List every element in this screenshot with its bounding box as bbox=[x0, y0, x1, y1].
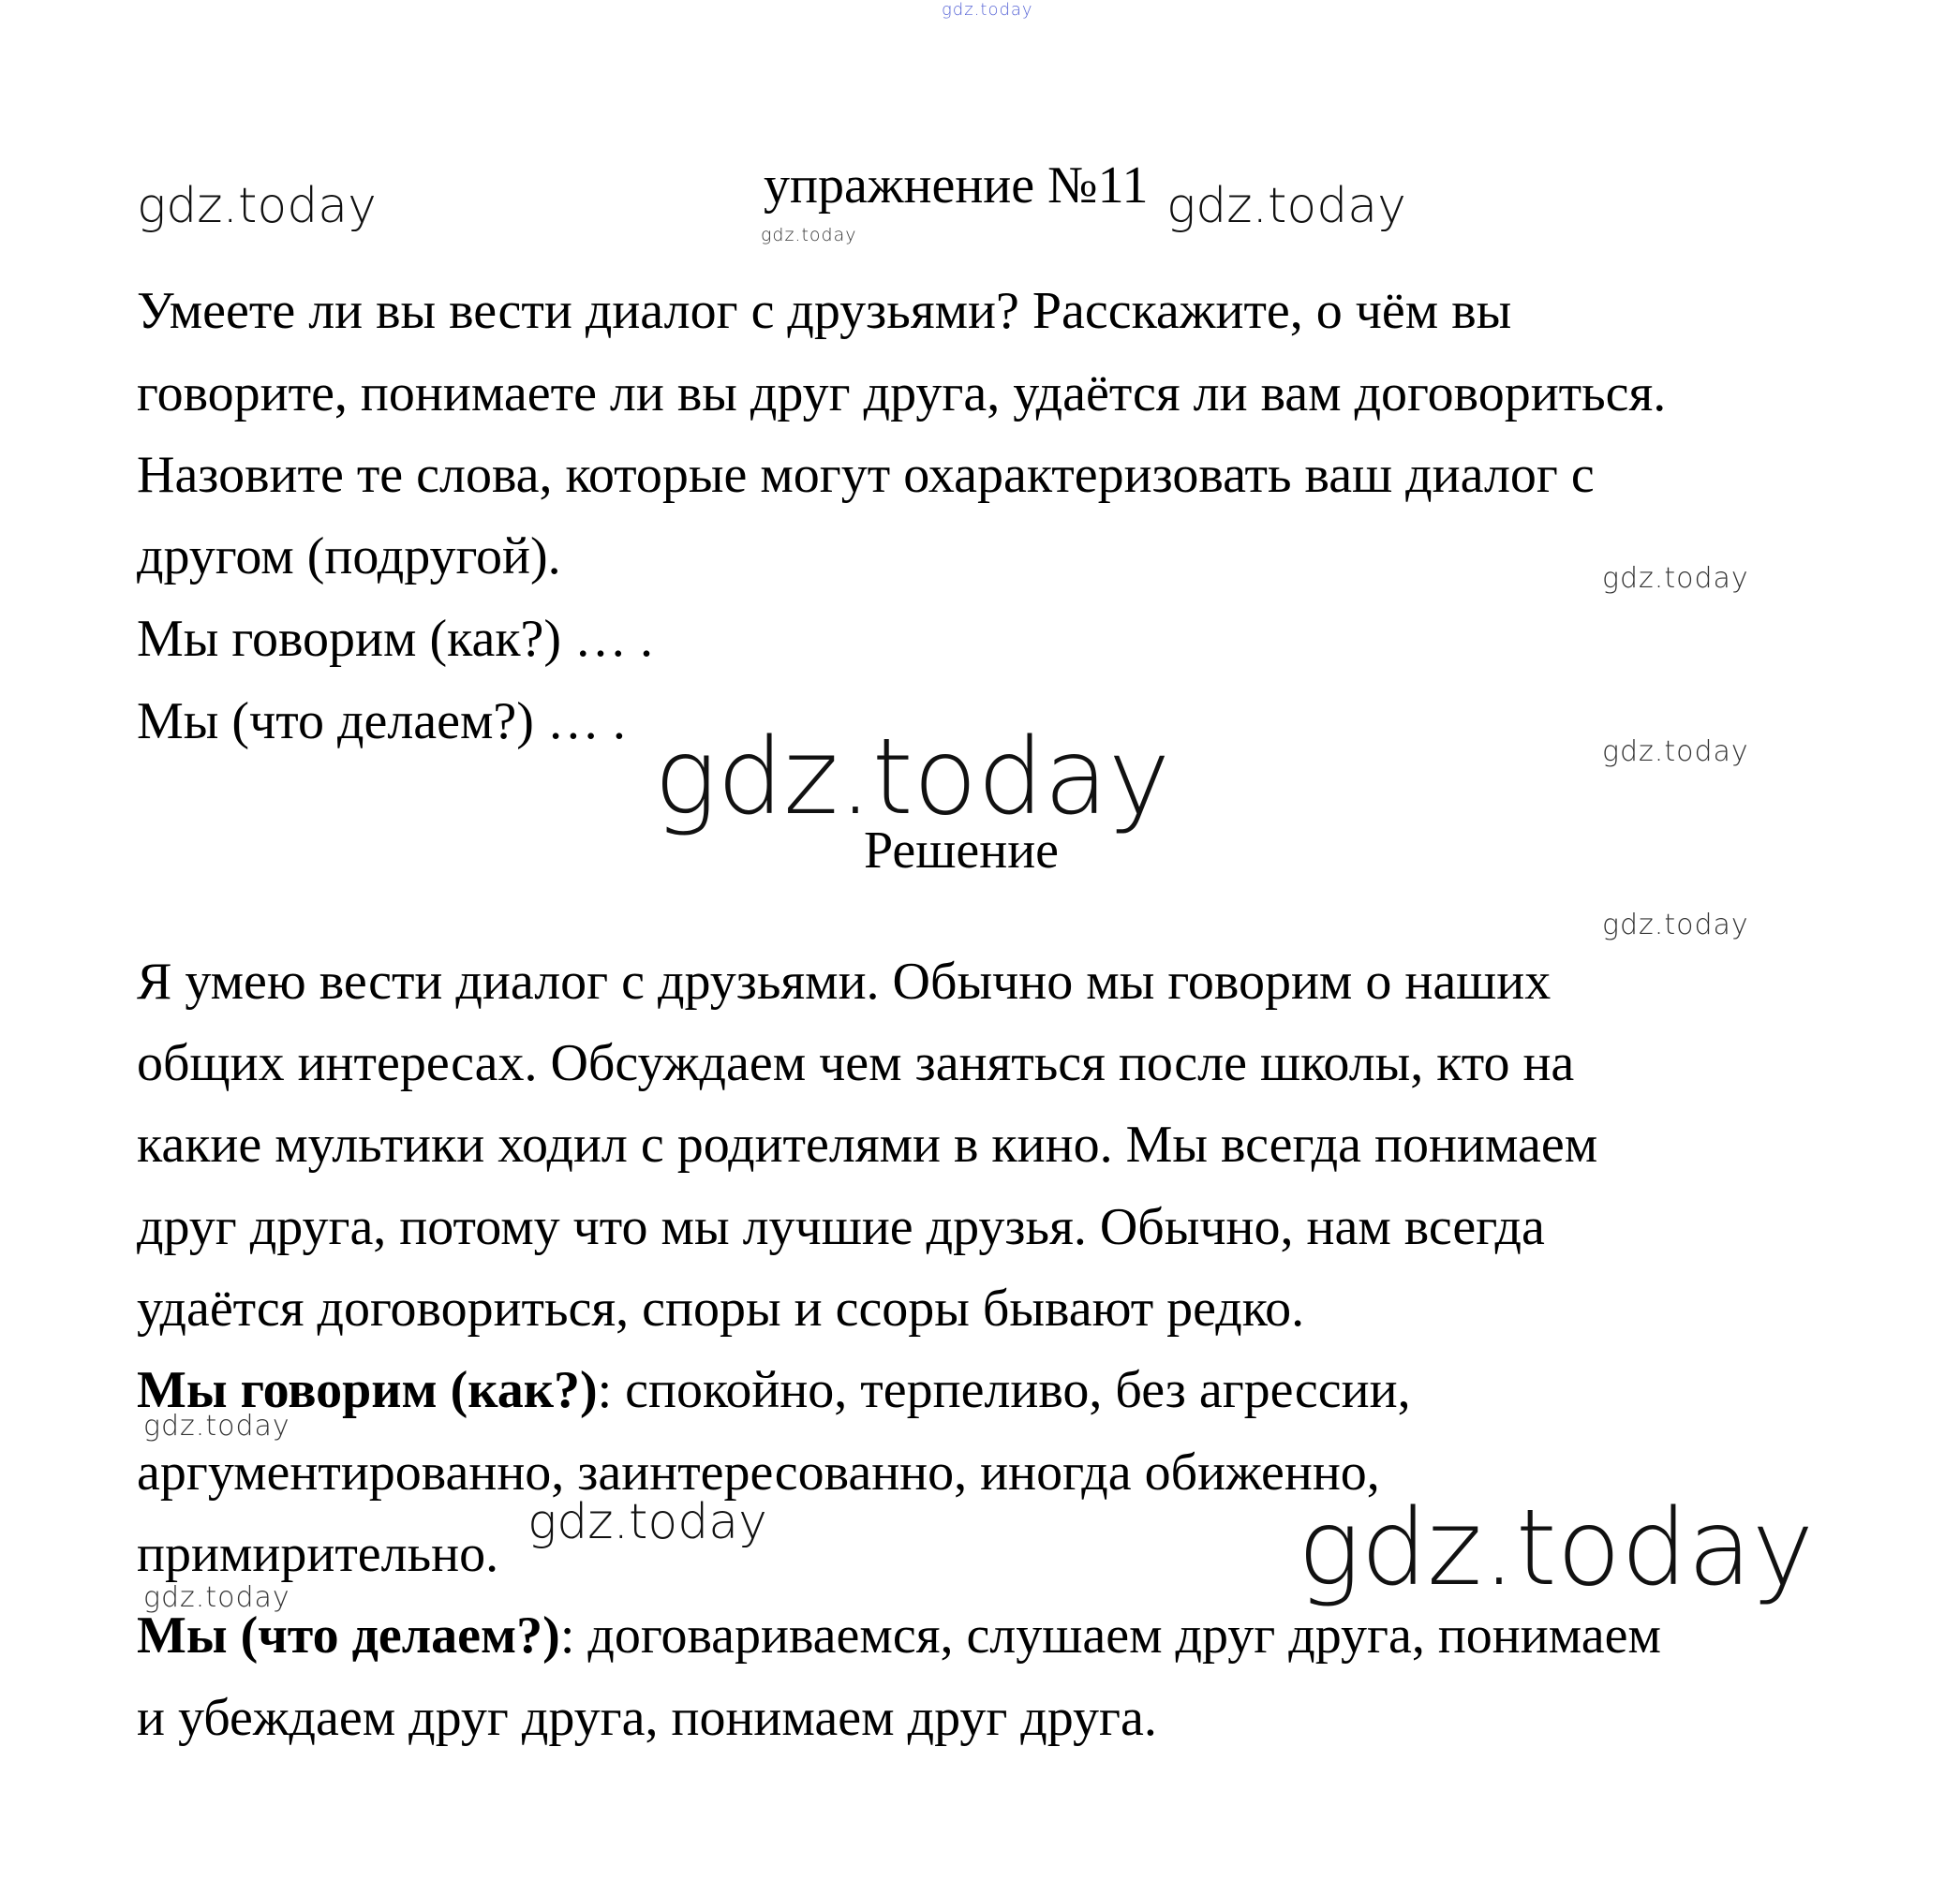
watermark-right-2: gdz.today bbox=[1602, 735, 1749, 768]
answer-line: и убеждаем друг друга, понимаем друг друга. bbox=[137, 1689, 1157, 1747]
what-text: : договариваемся, слушаем друг друга, понимаем bbox=[559, 1606, 1661, 1665]
answer-line: какие мультики ходил с родителями в кино. Мы всегда понимаем bbox=[137, 1116, 1598, 1174]
exercise-title: упражнение №11 bbox=[764, 156, 1149, 215]
watermark-right-1: gdz.today bbox=[1602, 562, 1749, 595]
watermark-top: gdz.today bbox=[942, 0, 1033, 20]
answer-line: Я умею вести диалог с друзьями. Обычно мы говорим о наших bbox=[137, 953, 1552, 1011]
task-line: говорите, понимаете ли вы друг друга, удаётся ли вам договориться. bbox=[137, 364, 1667, 422]
watermark-left-2: gdz.today bbox=[143, 1581, 290, 1614]
solution-heading: Решение bbox=[864, 822, 1060, 880]
answer-line: друг друга, потому что мы лучшие друзья. Обычно, нам всегда bbox=[137, 1198, 1545, 1256]
watermark-right-3: gdz.today bbox=[1602, 909, 1749, 941]
task-line: Назовите те слова, которые могут охарактеризовать ваш диалог с bbox=[137, 446, 1595, 504]
answer-line: удаётся договориться, споры и ссоры бывают редко. bbox=[137, 1280, 1305, 1338]
how-text: : спокойно, терпеливо, без агрессии, bbox=[597, 1361, 1411, 1419]
task-line: другом (подругой). bbox=[137, 527, 561, 585]
answer-line: примирительно. bbox=[137, 1525, 499, 1583]
what-label: Мы (что делаем?) bbox=[137, 1606, 560, 1665]
how-label: Мы говорим (как?) bbox=[137, 1361, 598, 1419]
answer-line: общих интересах. Обсуждаем чем заняться после школы, кто на bbox=[137, 1034, 1575, 1092]
task-line: Мы (что делаем?) … . bbox=[137, 692, 626, 750]
watermark-left-1: gdz.today bbox=[143, 1410, 290, 1443]
task-line: Мы говорим (как?) … . bbox=[137, 610, 654, 668]
watermark-header-right: gdz.today bbox=[1166, 178, 1406, 234]
watermark-mid-small: gdz.today bbox=[527, 1494, 767, 1550]
watermark-center-large: gdz.today bbox=[654, 717, 1171, 838]
watermark-bottom-large: gdz.today bbox=[1298, 1488, 1815, 1609]
watermark-under-title: gdz.today bbox=[761, 225, 857, 245]
watermark-header-left: gdz.today bbox=[137, 178, 377, 234]
what-paragraph bbox=[137, 1606, 1661, 1666]
how-paragraph bbox=[137, 1360, 1411, 1420]
task-line: Умеете ли вы вести диалог с друзьями? Расскажите, о чём вы bbox=[137, 282, 1512, 340]
answer-line: аргументированно, заинтересованно, иногда обиженно, bbox=[137, 1443, 1380, 1502]
